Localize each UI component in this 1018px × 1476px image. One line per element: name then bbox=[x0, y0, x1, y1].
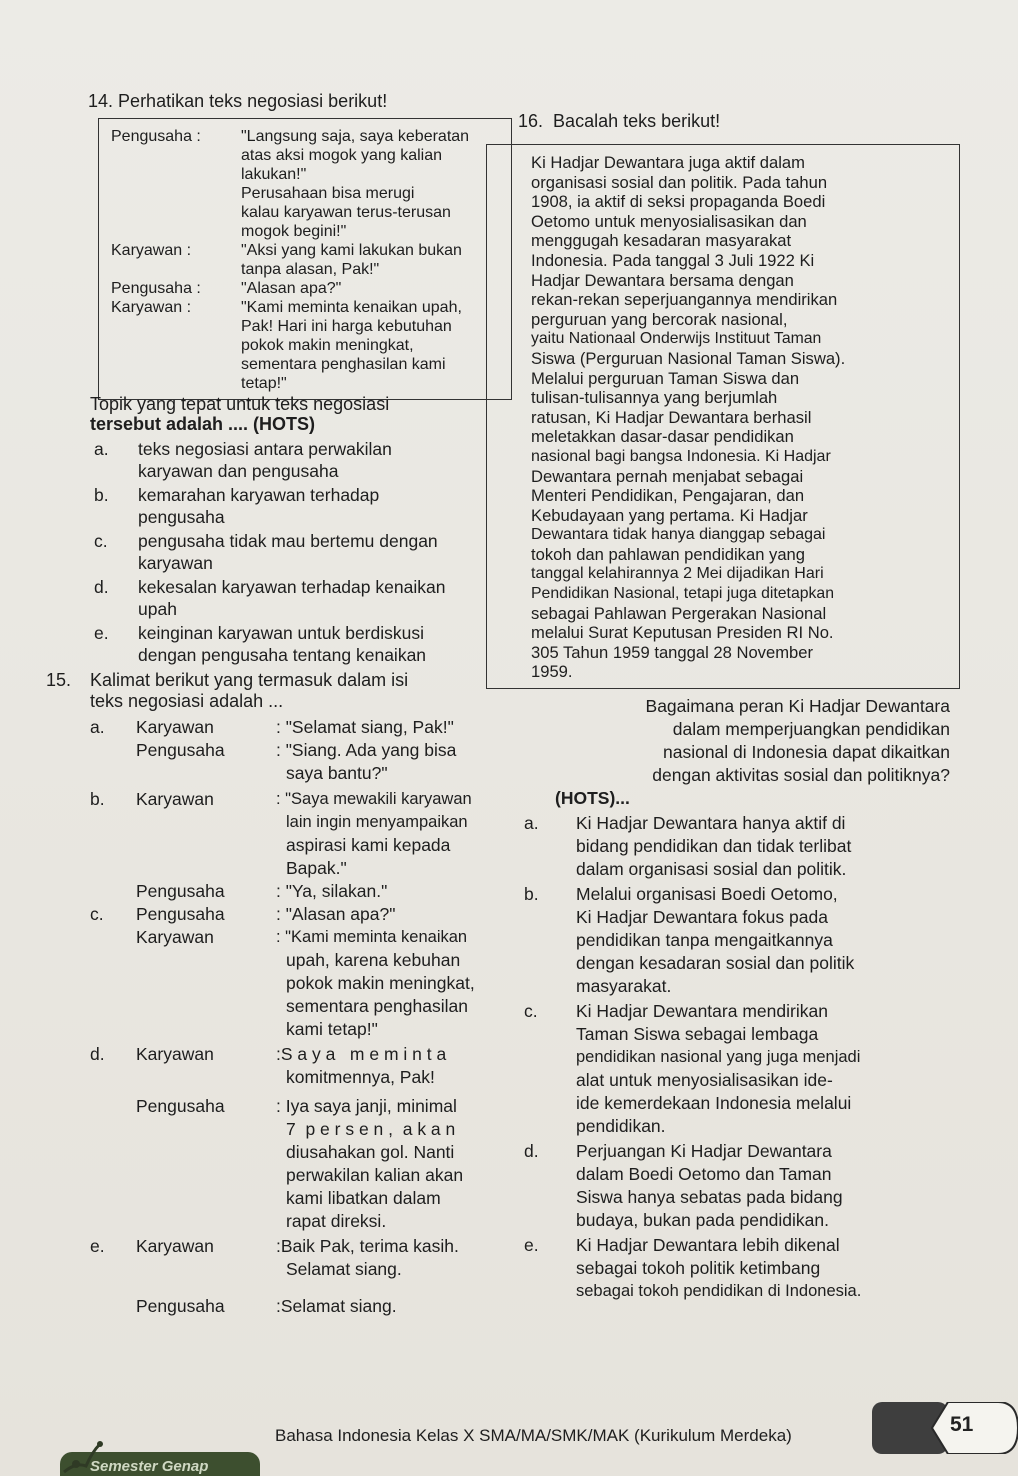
q14-option-c[interactable] bbox=[90, 530, 510, 574]
option-line: keinginan karyawan untuk berdiskusi bbox=[138, 623, 424, 643]
q15-option-d[interactable] bbox=[90, 1043, 510, 1233]
question-line: dalam memperjuangkan pendidikan bbox=[672, 719, 950, 740]
dialog-speaker: Karyawan : bbox=[111, 299, 192, 316]
option-letter: a. bbox=[524, 813, 539, 834]
question-line: tersebut adalah .... (HOTS) bbox=[90, 414, 316, 434]
page-number: 51 bbox=[950, 1413, 974, 1436]
q16-title-text: Bacalah teks berikut! bbox=[553, 111, 721, 131]
q15-first-line bbox=[46, 670, 510, 691]
dialog-line: "Langsung saja, saya keberatan bbox=[241, 128, 470, 145]
footer-book-title: Bahasa Indonesia Kelas X SMA/MA/SMK/MAK (Kurikulum Merdeka) bbox=[275, 1426, 792, 1445]
passage-line: Kebudayaan yang pertama. Ki Hadjar bbox=[531, 505, 808, 525]
question-line: Kalimat berikut yang termasuk dalam isi bbox=[90, 670, 409, 690]
dialog-row bbox=[111, 127, 501, 241]
q15-option-c[interactable] bbox=[90, 903, 510, 1041]
dialog-speaker: Karyawan bbox=[136, 789, 214, 809]
passage-line: tanggal kelahirannya 2 Mei dijadikan Hari bbox=[531, 565, 824, 583]
q15-number: 15. bbox=[46, 670, 72, 690]
option-letter: e. bbox=[90, 1236, 105, 1256]
tree-icon bbox=[56, 1438, 116, 1476]
dialog-line: pokok makin meningkat, bbox=[286, 973, 475, 993]
dialog-line: : "Selamat siang, Pak!" bbox=[276, 717, 454, 737]
passage-line: 1908, ia aktif di seksi propaganda Boedi bbox=[531, 192, 826, 212]
q16-passage-box bbox=[486, 144, 960, 689]
q14-option-d[interactable] bbox=[90, 576, 510, 620]
option-line: Ki Hadjar Dewantara lebih dikenal bbox=[576, 1235, 840, 1256]
dialog-line: "Alasan apa?" bbox=[241, 280, 342, 297]
dialog-line: Bapak." bbox=[286, 858, 347, 878]
option-line: ide kemerdekaan Indonesia melalui bbox=[576, 1093, 852, 1114]
option-line: pendidikan tanpa mengaitkannya bbox=[576, 930, 833, 951]
q15-option-a[interactable] bbox=[90, 716, 510, 785]
passage-line: tulisan-tulisannya yang berjumlah bbox=[531, 388, 778, 408]
dialog-line: mogok begini!" bbox=[241, 223, 347, 240]
passage-line: sebagai Pahlawan Pergerakan Nasional bbox=[531, 603, 827, 623]
page-number-tab bbox=[872, 1402, 1018, 1454]
q14-option-e[interactable] bbox=[90, 622, 510, 666]
dialog-line: lakukan!" bbox=[241, 166, 307, 183]
dialog-line: Selamat siang. bbox=[286, 1259, 402, 1279]
dialog-line: rapat direksi. bbox=[286, 1211, 387, 1231]
option-line: karyawan bbox=[138, 553, 213, 573]
dialog-line: : "Ya, silakan." bbox=[276, 881, 388, 901]
q16-title bbox=[518, 110, 972, 132]
option-line: Ki Hadjar Dewantara hanya aktif di bbox=[576, 813, 846, 834]
option-letter: c. bbox=[90, 904, 104, 924]
option-line: Melalui organisasi Boedi Oetomo, bbox=[576, 884, 838, 905]
dialog-speaker: Pengusaha bbox=[136, 1296, 225, 1316]
passage-line: melalui Surat Keputusan Presiden RI No. bbox=[531, 623, 834, 643]
option-line: dalam organisasi sosial dan politik. bbox=[576, 859, 847, 880]
dialog-text bbox=[241, 298, 462, 393]
q16-option-d[interactable] bbox=[520, 1140, 972, 1232]
dialog-row bbox=[111, 279, 501, 298]
option-letter: b. bbox=[524, 884, 539, 905]
passage-line: menggugah kesadaran masyarakat bbox=[531, 231, 792, 251]
dialog-line: kalau karyawan terus-terusan bbox=[241, 204, 451, 221]
q16-options bbox=[520, 812, 972, 1303]
passage-line: Indonesia. Pada tanggal 3 Juli 1922 Ki bbox=[531, 250, 815, 270]
footer-badge-text: Semester Genap bbox=[90, 1458, 209, 1475]
option-line: karyawan dan pengusaha bbox=[138, 461, 339, 481]
q14-option-b[interactable] bbox=[90, 484, 510, 528]
passage-line: Hadjar Dewantara bersama dengan bbox=[531, 270, 794, 290]
dialog-line: upah, karena kebuhan bbox=[286, 950, 461, 970]
q16-option-e[interactable] bbox=[520, 1234, 972, 1303]
dialog-line: Perusahaan bisa merugi bbox=[241, 185, 415, 202]
dialog-line: lain ingin menyampaikan bbox=[286, 813, 468, 831]
q14-dialog-box bbox=[98, 118, 512, 400]
dialog-line: : "Alasan apa?" bbox=[276, 904, 396, 924]
dialog-line: tetap!" bbox=[241, 375, 287, 392]
option-letter: d. bbox=[94, 577, 109, 597]
option-letter: d. bbox=[524, 1141, 539, 1162]
dialog-speaker: Pengusaha : bbox=[111, 280, 201, 297]
dialog-line: : "Saya mewakili karyawan bbox=[276, 790, 472, 808]
dialog-line: aspirasi kami kepada bbox=[286, 835, 451, 855]
option-letter: b. bbox=[90, 789, 105, 809]
question-line: Bagaimana peran Ki Hadjar Dewantara bbox=[645, 696, 950, 717]
option-letter: c. bbox=[524, 1001, 538, 1022]
dialog-speaker: Karyawan bbox=[136, 717, 214, 737]
dialog-line: : "Kami meminta kenaikan bbox=[276, 928, 468, 946]
option-line: Ki Hadjar Dewantara fokus pada bbox=[576, 907, 828, 928]
dialog-speaker: Karyawan bbox=[136, 1044, 214, 1064]
passage-line: tokoh dan pahlawan pendidikan yang bbox=[531, 544, 806, 564]
q14-option-a[interactable] bbox=[90, 438, 510, 482]
dialog-speaker: Karyawan bbox=[136, 1236, 214, 1256]
dialog-speaker: Pengusaha : bbox=[111, 128, 201, 145]
option-line: dengan kesadaran sosial dan politik bbox=[576, 953, 855, 974]
dialog-line: tanpa alasan, Pak!" bbox=[241, 261, 380, 278]
q14-title-text: Perhatikan teks negosiasi berikut! bbox=[118, 91, 388, 111]
left-column bbox=[46, 90, 510, 1318]
passage-line: Dewantara pernah menjabat sebagai bbox=[531, 466, 804, 486]
dialog-line: "Aksi yang kami lakukan bukan bbox=[241, 242, 462, 259]
passage-line: 305 Tahun 1959 tanggal 28 November bbox=[531, 642, 814, 662]
option-line: budaya, bukan pada pendidikan. bbox=[576, 1210, 829, 1231]
dialog-line: "Kami meminta kenaikan upah, bbox=[241, 299, 462, 316]
dialog-line: 7 p e r s e n , a k a n bbox=[286, 1119, 456, 1139]
dialog-speaker: Karyawan bbox=[136, 927, 214, 947]
passage-line: 1959. bbox=[531, 662, 573, 682]
q14-question bbox=[90, 394, 510, 434]
option-line: pengusaha bbox=[138, 507, 225, 527]
dialog-row bbox=[111, 298, 501, 393]
option-line: sebagai tokoh politik ketimbang bbox=[576, 1258, 821, 1279]
option-line: pendidikan nasional yang juga menjadi bbox=[576, 1048, 861, 1067]
dialog-line: pokok makin meningkat, bbox=[241, 337, 414, 354]
passage-line: ratusan, Ki Hadjar Dewantara berhasil bbox=[531, 407, 812, 427]
dialog-line: : "Siang. Ada yang bisa bbox=[276, 740, 457, 760]
dialog-line: Pak! Hari ini harga kebutuhan bbox=[241, 318, 452, 335]
option-letter: b. bbox=[94, 485, 109, 505]
question-line: dengan aktivitas sosial dan politiknya? bbox=[652, 765, 950, 786]
dialog-speaker: Pengusaha bbox=[136, 740, 225, 760]
q16-question bbox=[500, 695, 950, 810]
dialog-text bbox=[241, 279, 341, 298]
option-line: masyarakat. bbox=[576, 976, 672, 997]
dialog-text bbox=[241, 241, 462, 279]
option-line: bidang pendidikan dan tidak terlibat bbox=[576, 836, 852, 857]
dialog-line: sementara penghasilan kami bbox=[241, 356, 446, 373]
dialog-line: komitmennya, Pak! bbox=[286, 1067, 435, 1087]
option-line: sebagai tokoh pendidikan di Indonesia. bbox=[576, 1282, 862, 1301]
dialog-line: kami tetap!" bbox=[286, 1019, 378, 1039]
dialog-line: sementara penghasilan bbox=[286, 996, 468, 1016]
option-line: pendidikan. bbox=[576, 1116, 666, 1137]
option-line: dalam Boedi Oetomo dan Taman bbox=[576, 1164, 832, 1185]
passage-line: nasional bagi bangsa Indonesia. Ki Hadjar bbox=[531, 447, 831, 465]
option-line: alat untuk menyosialisasikan ide- bbox=[576, 1070, 833, 1091]
passage-line: Pendidikan Nasional, tetapi juga ditetapkan bbox=[531, 585, 834, 603]
passage-line: Ki Hadjar Dewantara juga aktif dalam bbox=[531, 153, 805, 172]
dialog-line: :Baik Pak, terima kasih. bbox=[276, 1236, 459, 1256]
dialog-line: kami libatkan dalam bbox=[286, 1188, 441, 1208]
option-line: kekesalan karyawan terhadap kenaikan bbox=[138, 577, 446, 597]
passage-line: Siswa (Perguruan Nasional Taman Siswa). bbox=[531, 348, 846, 368]
passage-line: organisasi sosial dan politik. Pada tahun bbox=[531, 172, 828, 192]
q16-option-a[interactable] bbox=[520, 812, 972, 881]
dialog-speaker: Pengusaha bbox=[136, 881, 225, 901]
option-letter: e. bbox=[94, 623, 109, 643]
q16-number: 16. bbox=[518, 111, 544, 131]
option-line: kemarahan karyawan terhadap bbox=[138, 485, 380, 505]
dialog-speaker: Karyawan : bbox=[111, 242, 192, 259]
passage-line: yaitu Nationaal Onderwijs Instituut Taman bbox=[531, 330, 822, 348]
passage-line: Dewantara tidak hanya dianggap sebagai bbox=[531, 526, 826, 544]
option-line: Ki Hadjar Dewantara mendirikan bbox=[576, 1001, 828, 1022]
q15-option-b[interactable] bbox=[90, 788, 510, 903]
q14-number: 14. bbox=[88, 91, 114, 111]
question-line: (HOTS)... bbox=[555, 788, 630, 809]
option-line: dengan pengusaha tentang kenaikan bbox=[138, 645, 427, 665]
right-column bbox=[518, 110, 972, 1303]
option-letter: c. bbox=[94, 531, 108, 551]
dialog-line: :S a y a m e m i n t a bbox=[276, 1044, 447, 1064]
dialog-speaker: Pengusaha bbox=[136, 1096, 225, 1116]
dialog-speaker: Pengusaha bbox=[136, 904, 225, 924]
option-letter: d. bbox=[90, 1044, 105, 1064]
dialog-line: diusahakan gol. Nanti bbox=[286, 1142, 455, 1162]
dialog-line: atas aksi mogok yang kalian bbox=[241, 147, 442, 164]
passage-line: meletakkan dasar-dasar pendidikan bbox=[531, 427, 794, 447]
question-line: Topik yang tepat untuk teks negosiasi bbox=[90, 394, 390, 414]
option-letter: a. bbox=[90, 717, 105, 737]
option-line: upah bbox=[138, 599, 177, 619]
q16-option-c[interactable] bbox=[520, 1000, 972, 1138]
option-letter: a. bbox=[94, 439, 109, 459]
q14-title bbox=[88, 90, 510, 112]
passage-line: Oetomo untuk menyosialisasikan dan bbox=[531, 211, 807, 231]
dialog-line: :Selamat siang. bbox=[276, 1296, 397, 1316]
option-line: Siswa hanya sebatas pada bidang bbox=[576, 1187, 843, 1208]
dialog-row bbox=[111, 241, 501, 279]
q14-options bbox=[90, 438, 510, 666]
question-line: nasional di Indonesia dapat dikaitkan bbox=[662, 742, 950, 763]
option-line: teks negosiasi antara perwakilan bbox=[138, 439, 392, 459]
q15-options bbox=[90, 716, 510, 1318]
q15-question bbox=[46, 670, 510, 712]
option-line: Perjuangan Ki Hadjar Dewantara bbox=[576, 1141, 832, 1162]
passage-line: Menteri Pendidikan, Pengajaran, dan bbox=[531, 486, 805, 506]
question-line: teks negosiasi adalah ... bbox=[90, 691, 284, 711]
passage-line: perguruan yang bercorak nasional, bbox=[531, 309, 788, 329]
option-line: Taman Siswa sebagai lembaga bbox=[576, 1024, 819, 1045]
dialog-line: : Iya saya janji, minimal bbox=[276, 1096, 457, 1116]
q16-option-b[interactable] bbox=[520, 883, 972, 998]
passage-line: rekan-rekan seperjuangannya mendirikan bbox=[531, 290, 838, 310]
dialog-line: perwakilan kalian akan bbox=[286, 1165, 464, 1185]
q15-option-e[interactable] bbox=[90, 1235, 510, 1318]
dialog-line: saya bantu?" bbox=[286, 763, 388, 783]
passage-line: Melalui perguruan Taman Siswa dan bbox=[531, 368, 800, 388]
option-letter: e. bbox=[524, 1235, 539, 1256]
option-line: pengusaha tidak mau bertemu dengan bbox=[138, 531, 438, 551]
dialog-text bbox=[241, 127, 469, 241]
